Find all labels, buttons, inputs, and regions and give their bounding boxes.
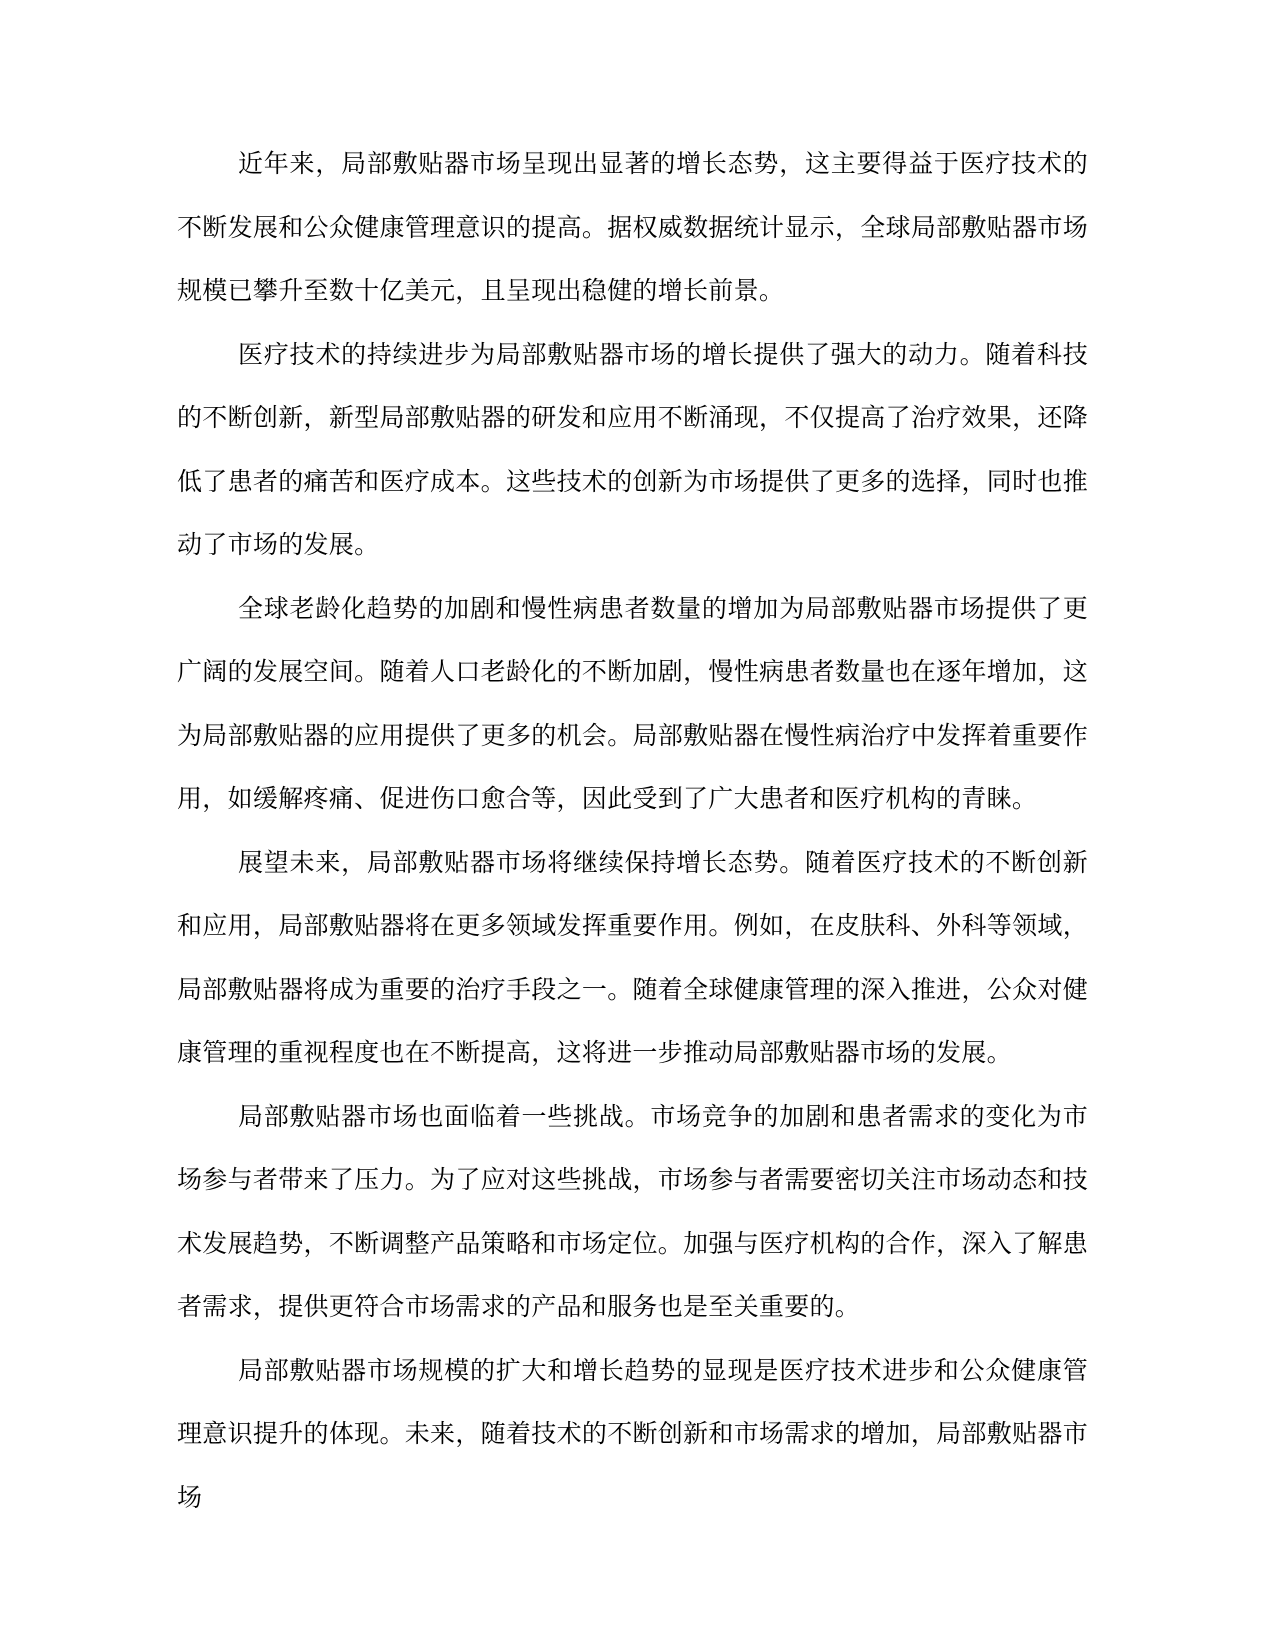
paragraph-summary-truncated: 局部敷贴器市场规模的扩大和增长趋势的显现是医疗技术进步和公众健康管理意识提升的体现。未来，随着技术的不断创新和市场需求的增加，局部敷贴器市场	[177, 1356, 1088, 1512]
paragraph-medical-technology-driver: 医疗技术的持续进步为局部敷贴器市场的增长提供了强大的动力。随着科技的不断创新，新型局部敷贴器的研发和应用不断涌现，不仅提高了治疗效果，还降低了患者的痛苦和医疗成本。这些技术的创新为市场提供了更多的选择，同时也推动了市场的发展。	[177, 340, 1088, 559]
paragraph-aging-chronic-disease: 全球老龄化趋势的加剧和慢性病患者数量的增加为局部敷贴器市场提供了更广阔的发展空间。随着人口老龄化的不断加剧，慢性病患者数量也在逐年增加，这为局部敷贴器的应用提供了更多的机会。局部敷贴器在慢性病治疗中发挥着重要作用，如缓解疼痛、促进伤口愈合等，因此受到了广大患者和医疗机构的青睐。	[177, 594, 1088, 813]
paragraph-market-growth-overview: 近年来，局部敷贴器市场呈现出显著的增长态势，这主要得益于医疗技术的不断发展和公众健康管理意识的提高。据权威数据统计显示，全球局部敷贴器市场规模已攀升至数十亿美元，且呈现出稳健的增长前景。	[177, 150, 1088, 305]
paragraph-future-outlook: 展望未来，局部敷贴器市场将继续保持增长态势。随着医疗技术的不断创新和应用，局部敷贴器将在更多领域发挥重要作用。例如，在皮肤科、外科等领域，局部敷贴器将成为重要的治疗手段之一。随着全球健康管理的深入推进，公众对健康管理的重视程度也在不断提高，这将进一步推动局部敷贴器市场的发展。	[177, 848, 1088, 1067]
paragraph-market-challenges: 局部敷贴器市场也面临着一些挑战。市场竞争的加剧和患者需求的变化为市场参与者带来了压力。为了应对这些挑战，市场参与者需要密切关注市场动态和技术发展趋势，不断调整产品策略和市场定位。加强与医疗机构的合作，深入了解患者需求，提供更符合市场需求的产品和服务也是至关重要的。	[177, 1102, 1088, 1321]
document-text-block	[177, 133, 1088, 1530]
